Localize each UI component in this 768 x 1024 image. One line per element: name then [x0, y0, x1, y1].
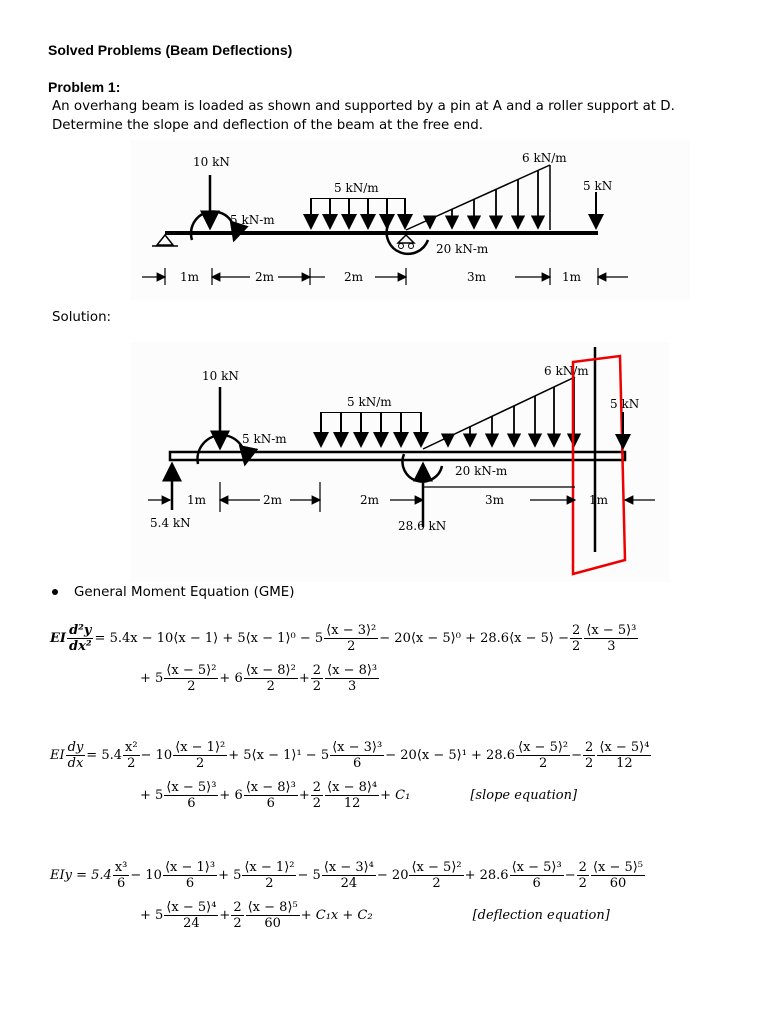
label-5knm: 5 kN-m — [230, 213, 275, 227]
frac-num: ⟨x − 8⟩⁴ — [327, 779, 378, 795]
dim-2m-b: 2m — [360, 493, 380, 507]
slope-term-c: + 5⟨x − 1⟩¹ − 5 — [228, 747, 330, 763]
frac-den: 6 — [532, 875, 541, 891]
defl-term-c: + 5 — [218, 867, 242, 883]
deflection-equation — [50, 855, 750, 935]
frac-den: 12 — [616, 755, 633, 771]
slope-term-f: + 5 — [140, 787, 164, 803]
frac-num: ⟨x − 8⟩³ — [327, 662, 378, 678]
moment-term-e: + — [298, 670, 310, 686]
label-5kn: 5 kN — [583, 179, 613, 193]
frac-den: 6 — [187, 795, 196, 811]
gme-bullet — [52, 585, 294, 600]
frac-den: 3 — [607, 638, 616, 654]
ei-symbol: EI — [50, 747, 65, 763]
dim-1m-a: 1m — [187, 493, 207, 507]
slope-constant: + C₁ — [380, 787, 411, 803]
dimension-line — [142, 268, 628, 285]
frac-den: 2 — [432, 875, 441, 891]
dim-1m-a: 1m — [180, 270, 200, 284]
defl-term-e: − 20 — [376, 867, 409, 883]
moment-equation — [50, 618, 750, 698]
solution-label: Solution: — [52, 310, 112, 325]
frac-den: 24 — [340, 875, 358, 891]
deflection-equation-tag: [deflection equation] — [472, 907, 610, 923]
moment-term-c: + 5 — [140, 670, 164, 686]
label-5-4kn: 5.4 kN — [150, 516, 191, 530]
dim-1m-b: 1m — [562, 270, 582, 284]
frac-den: 2 — [265, 875, 274, 891]
slope-term-a: = 5.4 — [86, 747, 122, 763]
udl-5knm — [311, 198, 405, 228]
frac-num: ⟨x − 3⟩³ — [332, 739, 383, 755]
frac-den: 60 — [609, 875, 627, 891]
label-10kn: 10 kN — [202, 369, 239, 383]
triangular-load — [423, 377, 575, 449]
label-20knm: 20 kN-m — [455, 464, 508, 478]
dim-3m: 3m — [485, 493, 505, 507]
moment-term-a: = 5.4x − 10⟨x − 1⟩ + 5⟨x − 1⟩⁰ − 5 — [94, 630, 324, 646]
frac-num: 2 — [585, 739, 594, 755]
frac-num: 2 — [312, 779, 322, 795]
slope-term-d: − 20⟨x − 5⟩¹ + 28.6 — [385, 747, 516, 763]
defl-term-h: + 5 — [140, 907, 164, 923]
frac-den: 2 — [187, 678, 196, 694]
frac-num: ⟨x − 5⟩² — [411, 859, 462, 875]
frac-num: 2 — [233, 899, 242, 915]
frac-num: ⟨x − 8⟩² — [245, 662, 296, 678]
defl-constants: + C₁x + C₂ — [300, 907, 373, 923]
frac-num: ⟨x − 1⟩² — [244, 859, 295, 875]
label-5knm: 5 kN-m — [242, 432, 287, 446]
frac-den: 2 — [233, 915, 242, 931]
frac-num: ⟨x − 5⟩⁴ — [599, 739, 650, 755]
dim-1m-b: 1m — [589, 493, 609, 507]
pin-support — [157, 235, 173, 245]
frac-den: 2 — [127, 755, 136, 771]
frac-den: 6 — [185, 875, 195, 891]
slope-equation-tag: [slope equation] — [470, 787, 578, 803]
beam — [170, 452, 625, 460]
frac-num: ⟨x − 5⟩³ — [511, 859, 562, 875]
defl-term-d: − 5 — [297, 867, 321, 883]
free-body-diagram — [130, 342, 670, 582]
moment-term-b: − 20⟨x − 5⟩⁰ + 28.6⟨x − 5⟩ − — [379, 630, 569, 646]
dim-2m-a: 2m — [255, 270, 275, 284]
frac-den: 2 — [347, 638, 356, 654]
dim-2m-b: 2m — [344, 270, 364, 284]
slope-term-b: − 10 — [140, 747, 173, 763]
label-10kn: 10 kN — [193, 155, 230, 169]
label-5kn: 5 kN — [610, 397, 640, 411]
frac-den: 2 — [572, 638, 581, 654]
slope-term-g: + 6 — [219, 787, 243, 803]
frac-num: ⟨x − 1⟩² — [175, 739, 226, 755]
frac-den: 2 — [538, 755, 548, 771]
frac-num: ⟨x − 5⟩² — [518, 739, 569, 755]
frac-num: 2 — [572, 622, 581, 638]
frac-num: ⟨x − 5⟩³ — [166, 779, 217, 795]
d2y: d²y — [69, 622, 92, 638]
defl-term-a: EIy = 5.4 — [50, 867, 112, 883]
frac-num: x² — [125, 739, 138, 755]
page-heading: Solved Problems (Beam Deflections) — [48, 42, 293, 58]
frac-den: 6 — [353, 755, 362, 771]
frac-num: ⟨x − 1⟩³ — [164, 859, 216, 875]
dim-3m: 3m — [467, 270, 487, 284]
problem-title: Problem 1: — [48, 79, 121, 95]
frac-den: 6 — [266, 795, 275, 811]
dx: dx — [67, 755, 84, 771]
frac-num: 2 — [578, 859, 587, 875]
frac-num: ⟨x − 3⟩⁴ — [323, 859, 374, 875]
defl-term-i: + — [219, 907, 231, 923]
loading-diagram — [130, 140, 690, 300]
frac-num: ⟨x − 5⟩⁵ — [592, 859, 644, 875]
frac-den: 2 — [196, 755, 205, 771]
roller-support — [398, 235, 414, 243]
frac-num: ⟨x − 3⟩² — [326, 622, 377, 638]
label-6knperm: 6 kN/m — [522, 151, 567, 165]
label-20knm: 20 kN-m — [436, 242, 489, 256]
frac-num: ⟨x − 8⟩³ — [245, 779, 296, 795]
label-5knperm: 5 kN/m — [334, 181, 379, 195]
slope-equation — [50, 735, 750, 815]
frac-num: ⟨x − 5⟩² — [166, 662, 217, 678]
moment-5knm — [191, 211, 235, 240]
frac-num: x³ — [114, 859, 128, 875]
frac-num: 2 — [312, 662, 322, 678]
frac-num: ⟨x − 8⟩⁵ — [247, 899, 298, 915]
cut-section-outline — [573, 356, 625, 574]
dy: dy — [67, 739, 84, 755]
defl-term-g: − — [564, 867, 576, 883]
dimension-line — [148, 482, 655, 512]
ei-symbol: EI — [50, 630, 66, 646]
defl-term-f: + 28.6 — [464, 867, 509, 883]
label-5knperm: 5 kN/m — [347, 395, 392, 409]
frac-den: 2 — [585, 755, 594, 771]
frac-den: 6 — [116, 875, 126, 891]
frac-den: 3 — [347, 678, 357, 694]
moment-term-d: + 6 — [219, 670, 243, 686]
label-6knperm: 6 kN/m — [544, 364, 589, 378]
frac-den: 2 — [312, 678, 322, 694]
label-28-6kn: 28.6 kN — [398, 519, 447, 533]
frac-den: 12 — [343, 795, 361, 811]
slope-term-e: − — [571, 747, 583, 763]
defl-term-b: − 10 — [130, 867, 162, 883]
frac-num: ⟨x − 5⟩³ — [586, 622, 637, 638]
frac-num: ⟨x − 5⟩⁴ — [166, 899, 217, 915]
udl-5knm — [321, 412, 421, 446]
slope-term-h: + — [298, 787, 310, 803]
dim-2m-a: 2m — [263, 493, 283, 507]
triangular-load — [406, 165, 550, 230]
problem-statement: An overhang beam is loaded as shown and supported by a pin at A and a roller support at D. Determine the slope and deflection of the beam at the free end. — [52, 99, 675, 133]
frac-den: 2 — [312, 795, 322, 811]
frac-den: 24 — [183, 915, 200, 931]
frac-den: 2 — [578, 875, 587, 891]
frac-den: 2 — [266, 678, 275, 694]
dx2: dx² — [69, 638, 92, 654]
frac-den: 60 — [264, 915, 281, 931]
gme-label: General Moment Equation (GME) — [74, 585, 295, 600]
